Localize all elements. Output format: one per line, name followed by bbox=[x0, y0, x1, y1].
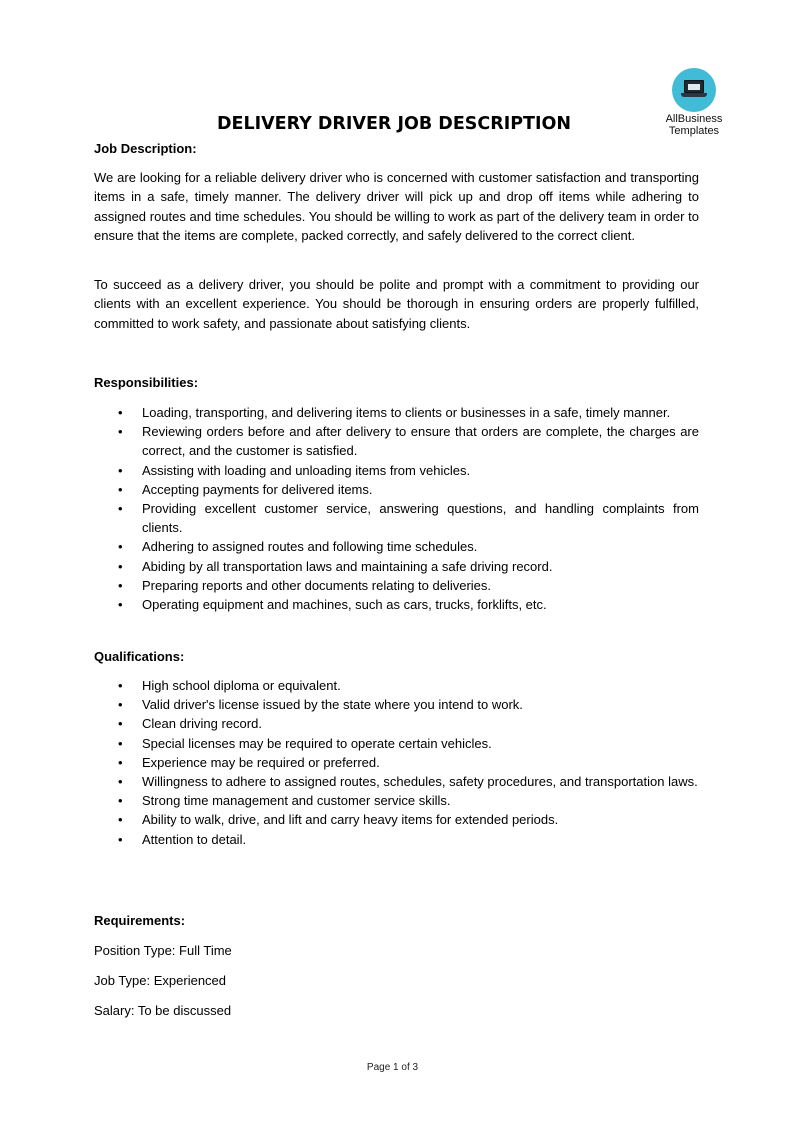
bullet-icon: • bbox=[118, 462, 123, 478]
qualifications-list-wrap bbox=[94, 676, 699, 849]
list-item-text: Clean driving record. bbox=[142, 716, 262, 732]
position-type: Position Type: Full Time bbox=[94, 943, 232, 958]
responsibilities-list-wrap bbox=[94, 403, 699, 614]
list-item bbox=[94, 557, 699, 576]
bullet-icon: • bbox=[118, 558, 123, 574]
list-item-text: Assisting with loading and unloading items from vehicles. bbox=[142, 462, 471, 478]
logo-line-1: AllBusiness bbox=[665, 113, 723, 125]
list-item-text: Experience may be required or preferred. bbox=[142, 754, 380, 770]
salary: Salary: To be discussed bbox=[94, 1003, 232, 1018]
bullet-icon: • bbox=[118, 831, 123, 847]
list-item-text: Operating equipment and machines, such as cars, trucks, forklifts, etc. bbox=[142, 597, 547, 613]
list-item-text: High school diploma or equivalent. bbox=[142, 678, 341, 693]
list-item bbox=[94, 753, 699, 772]
list-item bbox=[94, 695, 699, 714]
bullet-icon: • bbox=[118, 812, 123, 828]
requirements-heading: Requirements: bbox=[94, 913, 186, 928]
bullet-icon: • bbox=[118, 501, 123, 517]
list-item-text: Strong time management and customer service skills. bbox=[142, 793, 451, 809]
list-item-text: Loading, transporting, and delivering items to clients or businesses in a safe, timely manner. bbox=[142, 405, 671, 420]
bullet-icon: • bbox=[118, 793, 123, 809]
list-item bbox=[94, 830, 699, 849]
job-description-paragraph-2-wrap bbox=[94, 275, 699, 333]
list-item bbox=[94, 480, 699, 499]
job-description-section bbox=[94, 139, 699, 158]
laptop-icon bbox=[672, 68, 716, 112]
bullet-icon: • bbox=[118, 577, 123, 593]
list-item bbox=[94, 772, 699, 791]
list-item-text: Accepting payments for delivered items. bbox=[142, 481, 373, 497]
job-description-paragraph: We are looking for a reliable delivery driver who is concerned with customer satisfaction and transporting items in a safe, timely manner. The delivery driver will pick up and drop off items while adhering to assigned routes and time schedules. You should be willing to work as part of the delivery team in order to ensure that the items are complete, packed correctly, and safely delivered to the correct client. bbox=[94, 170, 699, 243]
bullet-icon: • bbox=[118, 697, 123, 713]
qualifications-section bbox=[94, 647, 699, 666]
bullet-icon: • bbox=[118, 774, 123, 790]
list-item bbox=[94, 499, 699, 537]
list-item-text: Abiding by all transportation laws and maintaining a safe driving record. bbox=[142, 558, 553, 574]
list-item-text: Adhering to assigned routes and following time schedules. bbox=[142, 539, 478, 555]
list-item-text: Valid driver's license issued by the state where you intend to work. bbox=[142, 697, 523, 713]
bullet-icon: • bbox=[118, 539, 123, 555]
list-item bbox=[94, 576, 699, 595]
list-item bbox=[94, 403, 699, 422]
list-item bbox=[94, 791, 699, 810]
bullet-icon: • bbox=[118, 735, 123, 751]
document-title: DELIVERY DRIVER JOB DESCRIPTION bbox=[216, 114, 572, 134]
list-item-text: Willingness to adhere to assigned routes, schedules, safety procedures, and transportation laws. bbox=[142, 774, 698, 790]
list-item-text: Providing excellent customer service, answering questions, and handling complaints from clients. bbox=[142, 501, 699, 536]
list-item-text: Special licenses may be required to operate certain vehicles. bbox=[142, 735, 492, 751]
requirements-section bbox=[94, 911, 699, 930]
list-item-text: Reviewing orders before and after delivery to ensure that orders are complete, the charges are correct, and the customer is satisfied. bbox=[142, 424, 699, 459]
job-description-paragraph: To succeed as a delivery driver, you should be polite and prompt with a commitment to providing our clients with an excellent experience. You should be thorough in ensuring orders are properly fulfilled, committed to work safety, and passionate about satisfying clients. bbox=[94, 277, 699, 331]
list-item bbox=[94, 714, 699, 733]
list-item bbox=[94, 810, 699, 829]
responsibilities-list bbox=[94, 403, 699, 614]
qualifications-list bbox=[94, 676, 699, 849]
list-item-text: Attention to detail. bbox=[142, 831, 247, 847]
logo-line-2: Templates bbox=[668, 125, 720, 137]
job-description-paragraph-1-wrap bbox=[94, 168, 699, 245]
list-item bbox=[94, 461, 699, 480]
list-item bbox=[94, 676, 699, 695]
bullet-icon: • bbox=[118, 481, 123, 497]
qualifications-heading: Qualifications: bbox=[94, 649, 185, 664]
job-description-heading: Job Description: bbox=[94, 141, 197, 156]
list-item bbox=[94, 422, 699, 460]
list-item-text: Preparing reports and other documents relating to deliveries. bbox=[142, 577, 492, 593]
bullet-icon: • bbox=[118, 597, 123, 613]
list-item bbox=[94, 595, 699, 614]
job-type: Job Type: Experienced bbox=[94, 973, 227, 988]
responsibilities-heading: Responsibilities: bbox=[94, 375, 199, 390]
bullet-icon: • bbox=[118, 754, 123, 770]
bullet-icon: • bbox=[118, 405, 123, 420]
bullet-icon: • bbox=[118, 424, 123, 440]
bullet-icon: • bbox=[118, 716, 123, 732]
list-item-text: Ability to walk, drive, and lift and carry heavy items for extended periods. bbox=[142, 812, 559, 828]
list-item bbox=[94, 537, 699, 556]
page-number: Page 1 of 3 bbox=[366, 1062, 419, 1073]
responsibilities-section bbox=[94, 373, 699, 392]
list-item bbox=[94, 734, 699, 753]
bullet-icon: • bbox=[118, 678, 123, 693]
